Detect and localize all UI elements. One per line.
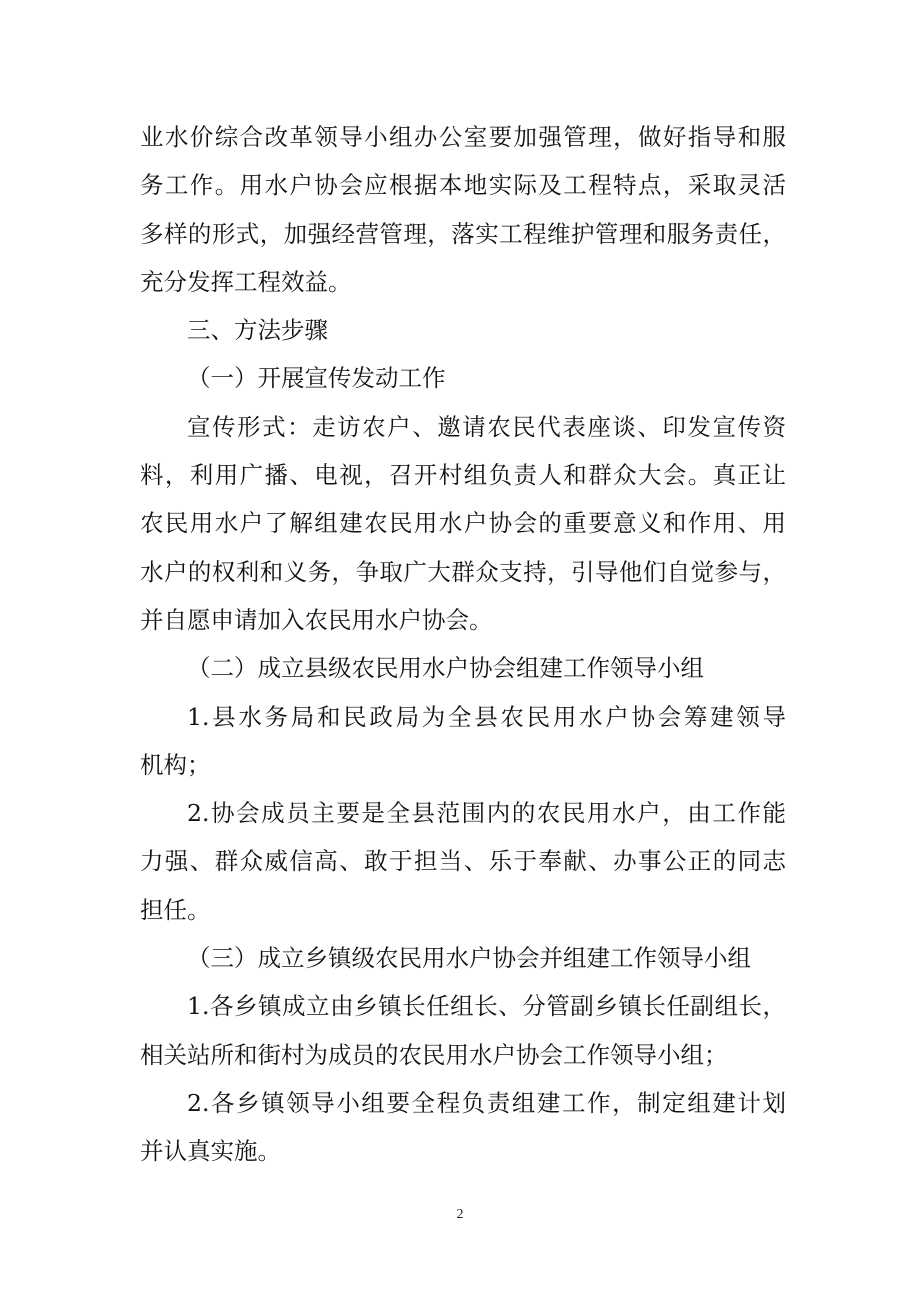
subsection-heading: （一）开展宣传发动工作 bbox=[187, 364, 446, 393]
subsection-heading: （三）成立乡镇级农民用水户协会并组建工作领导小组 bbox=[187, 944, 751, 973]
paragraph-line: 业水价综合改革领导小组办公室要加强管理，做好指导和服 bbox=[140, 123, 786, 151]
list-item-line: 1.县水务局和民政局为全县农民用水户协会筹建领导 bbox=[187, 702, 786, 731]
paragraph-line: 务工作。用水户协会应根据本地实际及工程特点，采取灵活 bbox=[140, 171, 786, 200]
section-heading: 三、方法步骤 bbox=[187, 316, 328, 345]
list-item-line: 力强、群众威信高、敢于担当、乐于奉献、办事公正的同志 bbox=[140, 847, 786, 876]
paragraph-line: 多样的形式，加强经营管理，落实工程维护管理和服务责任， bbox=[140, 219, 786, 248]
list-item-line: 机构； bbox=[140, 750, 211, 779]
paragraph-line: 农民用水户了解组建农民用水户协会的重要意义和作用、用 bbox=[140, 509, 786, 538]
document-body bbox=[140, 113, 786, 1176]
list-item-line: 并认真实施。 bbox=[140, 1137, 281, 1166]
list-item-line: 相关站所和街村为成员的农民用水户协会工作领导小组； bbox=[140, 1040, 728, 1069]
subsection-heading: （二）成立县级农民用水户协会组建工作领导小组 bbox=[187, 654, 704, 683]
paragraph-line: 宣传形式：走访农户、邀请农民代表座谈、印发宣传资 bbox=[187, 412, 786, 441]
paragraph-line: 水户的权利和义务，争取广大群众支持，引导他们自觉参与， bbox=[140, 557, 786, 586]
paragraph-line: 充分发挥工程效益。 bbox=[140, 267, 352, 296]
page-number: 2 bbox=[456, 1207, 464, 1222]
list-item-line: 担任。 bbox=[140, 895, 211, 924]
paragraph-line: 并自愿申请加入农民用水户协会。 bbox=[140, 605, 493, 634]
paragraph-line: 料，利用广播、电视，召开村组负责人和群众大会。真正让 bbox=[140, 461, 786, 490]
list-item-line: 1.各乡镇成立由乡镇长任组长、分管副乡镇长任副组长， bbox=[187, 992, 786, 1021]
list-item-line: 2.各乡镇领导小组要全程负责组建工作，制定组建计划 bbox=[187, 1088, 786, 1117]
list-item-line: 2.协会成员主要是全县范围内的农民用水户，由工作能 bbox=[187, 799, 786, 828]
